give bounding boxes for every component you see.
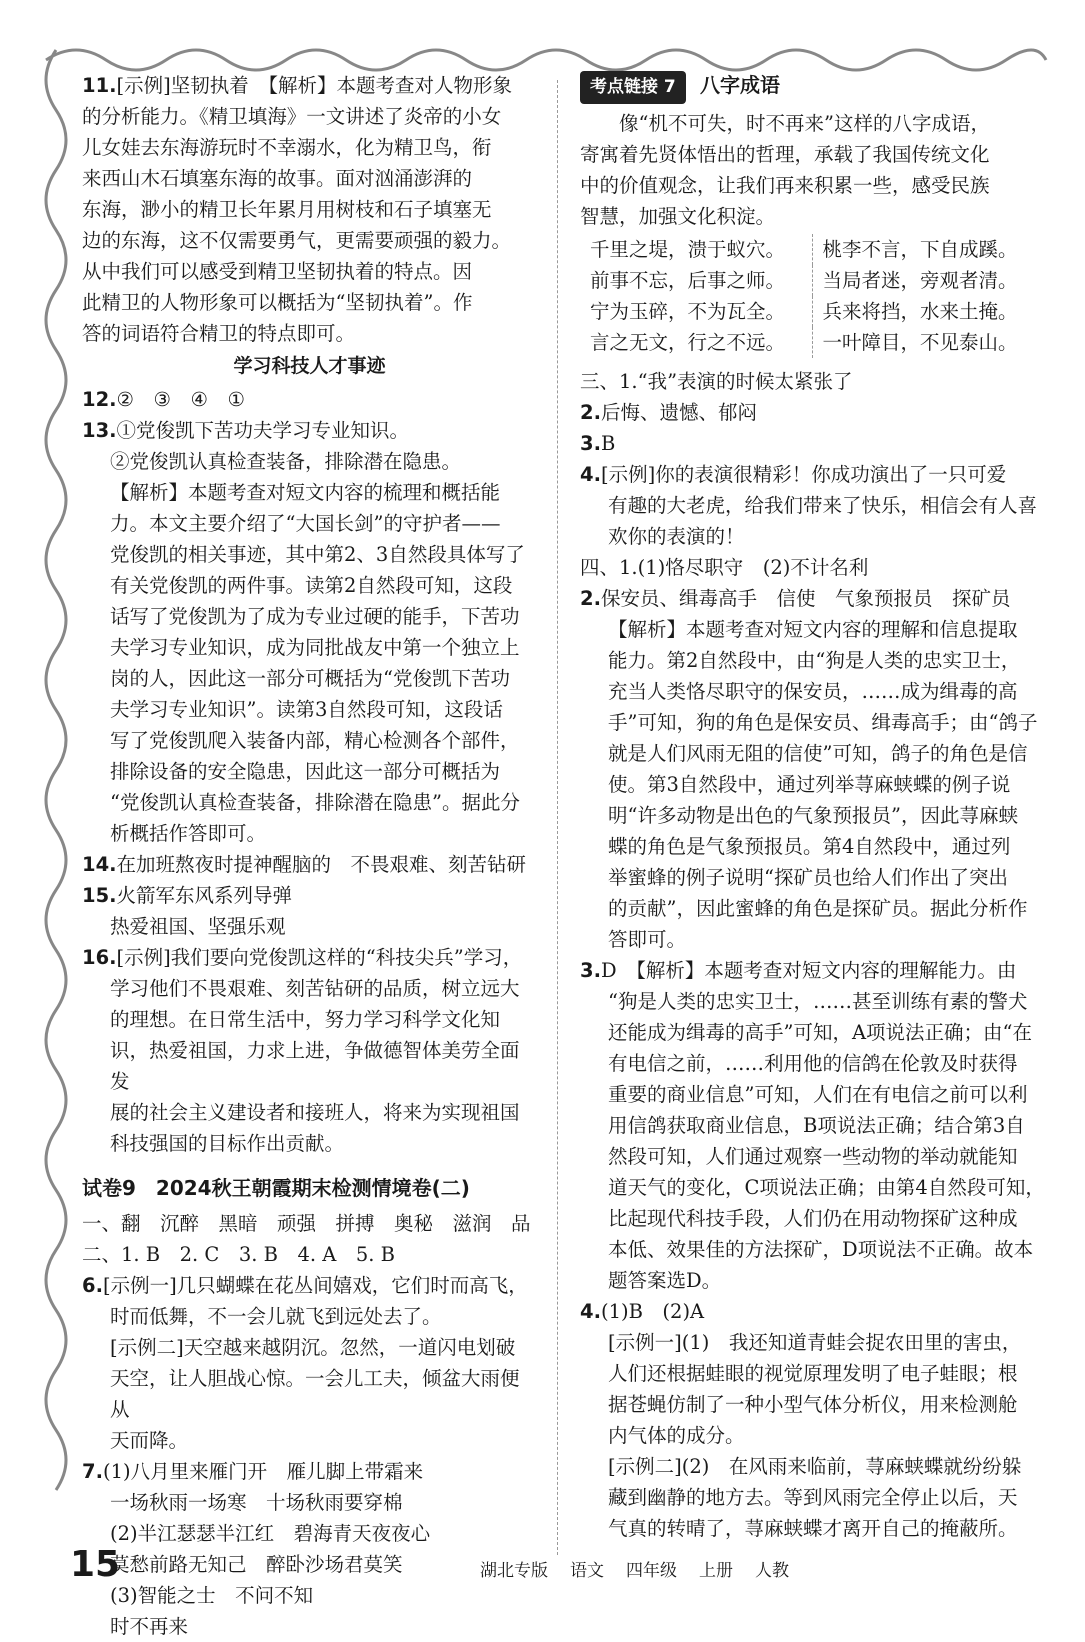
answer-text: 内气体的成分。 [608,1424,745,1447]
left-column [82,70,537,1642]
answer-text: 人们还根据蛙眼的视觉原理发明了电子蛙眼；根 [608,1362,1018,1385]
intro-line: 像“机不可失，时不再来”这样的八字成语， [580,112,990,135]
answer-line [580,1296,1045,1327]
answer-line [82,911,537,942]
question-number: 4. [580,1300,601,1323]
answer-line [580,986,1045,1017]
knowledge-link-badge: 考点链接 7 [580,71,686,104]
answer-text: 二、1. B 2. C 3. B 4. A 5. B [82,1243,396,1266]
answer-line [580,738,1045,769]
answer-line [580,459,1045,490]
answer-line [82,849,537,880]
footer-item: 语文 [570,1561,604,1581]
answer-line [580,1234,1045,1265]
answer-text: 能力。第2自然段中，由“狗是人类的忠实卫士， [608,649,1021,672]
answer-line [82,1518,537,1549]
answer-text: 充当人类恪尽职守的保安员，……成为缉毒的高 [608,680,1018,703]
answer-text: 题答案选D。 [608,1269,722,1292]
answer-text: 天空，让人胆战心惊。一会儿工夫，倾盆大雨便从 [110,1367,520,1421]
answer-line [580,614,1045,645]
answer-text: [示例]你的表演很精彩！你成功演出了一只可爱 [600,463,1007,486]
section-subtitle: 学习科技人才事迹 [233,355,386,377]
answer-text: ② ③ ④ ① [116,388,245,411]
column-divider [557,80,558,1555]
answer-line [580,1327,1045,1358]
answer-line [580,831,1045,862]
answer-line [82,1611,537,1642]
answer-line [580,769,1045,800]
answer-text: 来西山木石填塞东海的故事。面对汹涌澎湃的 [82,167,473,190]
answer-text: 天而降。 [110,1429,189,1452]
answer-text: D 【解析】本题考查对短文内容的理解能力。由 [600,959,1017,982]
answer-text: 在加班熬夜时提神醒脑的 不畏艰难、刻苦钻研 [116,853,527,876]
answer-text: ①党俊凯下苦功夫学习专业知识。 [116,419,410,442]
page-footer [480,1556,811,1581]
answer-text: [示例]我们要向党俊凯这样的“科技尖兵”学习， [116,946,523,969]
answer-line [82,1208,537,1239]
answer-line [580,924,1045,955]
question-number: 7. [82,1460,103,1483]
answer-line [580,800,1045,831]
answer-text: 时不再来 [110,1615,189,1638]
intro-line: 寄寓着先贤体悟出的哲理，承载了我国传统文化 [580,143,990,166]
question-number: 11. [82,74,117,97]
answer-line [82,1425,537,1456]
answer-line [82,508,537,539]
answer-line [82,477,537,508]
footer-item: 人教 [755,1561,789,1581]
answer-line [82,194,537,225]
answer-line [580,397,1045,428]
idiom-list [580,234,1045,358]
answer-line [580,645,1045,676]
answer-line [580,366,1045,397]
answer-text: 就是人们风雨无阻的信使”可知，鸽子的角色是信 [608,742,1028,765]
answer-text: [示例一]几只蝴蝶在花丛间嬉戏，它们时而高飞， [102,1274,528,1297]
answer-text: 的理想。在日常生活中，努力学习科学文化知 [110,1008,501,1031]
answer-text: 岗的人，因此这一部分可概括为“党俊凯下苦功 [110,667,510,690]
answer-line [82,287,537,318]
idiom-item: 一叶障目，不见泰山。 [822,331,1018,354]
answer-line [580,1203,1045,1234]
answer-line [580,1420,1045,1451]
answer-line [82,787,537,818]
answer-line [82,132,537,163]
answer-line [82,1004,537,1035]
answer-text: 的贡献”，因此蜜蜂的角色是探矿员。据此分析作 [608,897,1028,920]
answer-text: 重要的商业信息”可知，人们在有电信之前可以利 [608,1083,1028,1106]
answer-line [580,490,1045,521]
answer-line [580,1017,1045,1048]
answer-text: 明“许多动物是出色的气象预报员”，因此荨麻蛱 [608,804,1018,827]
answer-text: 时而低舞，不一会儿就飞到远处去了。 [110,1305,442,1328]
question-number: 16. [82,946,117,969]
answer-text: 夫学习专业知识”。读第3自然段可知，这段话 [110,698,503,721]
answer-text: 本低、效果佳的方法探矿，D项说法不正确。故本 [608,1238,1034,1261]
answer-text: 四、1.(1)恪尽职守 (2)不计名利 [580,556,869,579]
answer-line [82,163,537,194]
answer-text: 此精卫的人物形象可以概括为“坚韧执着”。作 [82,291,473,314]
answer-text: 写了党俊凯爬入装备内部，精心检测各个部件， [110,729,520,752]
question-number: 14. [82,853,117,876]
answer-line [580,676,1045,707]
answer-text: 有趣的大老虎，给我们带来了快乐，相信会有人喜 [608,494,1038,517]
answer-text: [示例二](2) 在风雨来临前，荨麻蛱蝶就纷纷躲 [608,1455,1022,1478]
answer-line [82,1128,537,1159]
answer-text: 手”可知，狗的角色是保安员、缉毒高手；由“鸽子 [608,711,1038,734]
answer-text: 有电信之前，……利用他的信鸽在伦敦及时获得 [608,1052,1018,1075]
answer-line [82,1332,537,1363]
answer-text: [示例一](1) 我还知道青蛙会捉农田里的害虫， [608,1331,1022,1354]
answer-line [82,942,537,973]
answer-line [82,973,537,1004]
idiom-item: 前事不忘，后事之师。 [580,265,813,296]
answer-line [82,225,537,256]
answer-text: 有关党俊凯的两件事。读第2自然段可知，这段 [110,574,513,597]
answer-line [580,552,1045,583]
answer-text: 热爱祖国、坚强乐观 [110,915,286,938]
right-column [580,70,1045,1544]
answer-line [580,1451,1045,1482]
answer-text: 藏到幽静的地方去。等到风雨完全停止以后，天 [608,1486,1018,1509]
answer-line [82,880,537,911]
answer-text: “狗是人类的忠实卫士，……甚至训练有素的警犬 [608,990,1028,1013]
answer-text: B [600,432,616,455]
answer-text: 欢你的表演的！ [608,525,745,548]
answer-text: 保安员、缉毒高手 信使 气象预报员 探矿员 [600,587,1011,610]
answer-line [580,428,1045,459]
answer-text: 识，热爱祖国，力求上进，争做德智体美劳全面发 [110,1039,520,1093]
answer-text: (3)智能之士 不问不知 [110,1584,314,1607]
answer-text: (2)半江瑟瑟半江红 碧海青天夜夜心 [110,1522,431,1545]
answer-text: 一、翻 沉醉 黑暗 顽强 拼搏 奥秘 滋润 品 [82,1212,531,1235]
answer-line [82,384,537,415]
answer-text: 党俊凯的相关事迹，其中第2、3自然段具体写了 [110,543,525,566]
answer-line [580,1141,1045,1172]
question-number: 15. [82,884,117,907]
knowledge-link-header [580,70,1045,104]
answer-text: 力。本文主要介绍了“大国长剑”的守护者—— [110,512,501,535]
answer-text: 话写了党俊凯为了成为专业过硬的能手，下苦功 [110,605,520,628]
answer-line [82,446,537,477]
idiom-item: 桃李不言，下自成蹊。 [822,238,1018,261]
answer-text: 举蜜蜂的例子说明“探矿员也给人们作出了突出 [608,866,1008,889]
footer-item: 湖北专版 [480,1561,548,1581]
answer-text: 用信鸽获取商业信息，B项说法正确；结合第3自 [608,1114,1025,1137]
answer-text: 一场秋雨一场寒 十场秋雨要穿棉 [110,1491,403,1514]
idiom-item: 千里之堤，溃于蚁穴。 [580,234,813,265]
answer-text: [示例]坚韧执着 【解析】本题考查对人物形象 [116,74,513,97]
answer-line [580,893,1045,924]
answer-text: 火箭军东风系列导弹 [116,884,293,907]
answer-text: 夫学习专业知识，成为同批战友中第一个独立上 [110,636,520,659]
answer-text: 答的词语符合精卫的特点即可。 [82,322,356,345]
answer-text: 儿女娃去东海游玩时不幸溺水，化为精卫鸟，衔 [82,136,492,159]
answer-text: 析概括作答即可。 [110,822,267,845]
answer-text: 然段可知，人们通过观察一些动物的举动就能知 [608,1145,1018,1168]
answer-text: 东海，渺小的精卫长年累月用树枝和石子填塞无 [82,198,492,221]
answer-line [82,1301,537,1332]
knowledge-link-title: 八字成语 [699,73,780,97]
answer-line [580,1048,1045,1079]
footer-item: 四年级 [626,1561,677,1581]
answer-text: 据苍蝇仿制了一种小型气体分析仪，用来检测舱 [608,1393,1018,1416]
footer-item: 上册 [699,1561,733,1581]
question-number: 3. [580,432,601,455]
answer-line [580,521,1045,552]
answer-line [580,1265,1045,1296]
answer-text: 【解析】本题考查对短文内容的梳理和概括能 [110,481,501,504]
answer-text: 排除设备的安全隐患，因此这一部分可概括为 [110,760,501,783]
exam-title: 试卷9 2024秋王朝霞期末检测情境卷(二) [82,1176,470,1200]
answer-text: (1)B (2)A [600,1300,705,1323]
answer-line [82,632,537,663]
answer-text: 边的东海，这不仅需要勇气，更需要顽强的毅力。 [82,229,512,252]
answer-line [82,415,537,446]
idiom-item: 宁为玉碎，不为瓦全。 [580,296,813,327]
answer-line [82,1580,537,1611]
answer-text: 气真的转晴了，荨麻蛱蝶才离开自己的掩蔽所。 [608,1517,1018,1540]
answer-text: 蝶的角色是气象预报员。第4自然段中，通过列 [608,835,1011,858]
answer-line [82,725,537,756]
answer-text: [示例二]天空越来越阴沉。忽然，一道闪电划破 [110,1336,516,1359]
answer-text: 使。第3自然段中，通过列举荨麻蛱蝶的例子说 [608,773,1011,796]
question-number: 12. [82,388,117,411]
answer-line [82,70,537,101]
answer-text: 展的社会主义建设者和接班人，将来为实现祖国 [110,1101,520,1124]
answer-line [82,1035,537,1097]
page-number: 15 [70,1544,121,1585]
answer-line [580,955,1045,986]
answer-line [82,101,537,132]
answer-text: (1)八月里来雁门开 雁儿脚上带霜来 [102,1460,424,1483]
intro-line: 中的价值观念，让我们再来积累一些，感受民族 [580,174,990,197]
answer-text: 从中我们可以感受到精卫坚韧执着的特点。因 [82,260,473,283]
question-number: 4. [580,463,601,486]
answer-text: 【解析】本题考查对短文内容的理解和信息提取 [608,618,1018,641]
answer-line [82,539,537,570]
answer-line [82,1270,537,1301]
answer-line [82,1097,537,1128]
answer-line [82,318,537,349]
answer-text: 学习他们不畏艰难、刻苦钻研的品质，树立远大 [110,977,520,1000]
idiom-item: 言之无文，行之不远。 [580,327,813,358]
question-number: 3. [580,959,601,982]
answer-text: 三、1.“我”表演的时候太紧张了 [580,370,853,393]
question-number: 13. [82,419,117,442]
answer-line [82,1239,537,1270]
answer-line [82,818,537,849]
answer-line [580,1482,1045,1513]
answer-line [82,1549,537,1580]
answer-line [580,583,1045,614]
answer-line [580,862,1045,893]
answer-text: 莫愁前路无知己 醉卧沙场君莫笑 [110,1553,403,1576]
answer-line [580,1172,1045,1203]
answer-line [82,1456,537,1487]
answer-line [580,707,1045,738]
answer-text: 还能成为缉毒的高手”可知，A项说法正确；由“在 [608,1021,1033,1044]
intro-line: 智慧，加强文化积淀。 [580,205,776,228]
answer-line [580,1389,1045,1420]
answer-line [82,756,537,787]
answer-line [580,1358,1045,1389]
answer-line [82,570,537,601]
question-number: 2. [580,401,601,424]
answer-line [82,1487,537,1518]
question-number: 6. [82,1274,103,1297]
answer-line [580,1110,1045,1141]
answer-text: ②党俊凯认真检查装备，排除潜在隐患。 [110,450,462,473]
answer-line [82,1363,537,1425]
answer-text: 比起现代科技手段，人们仍在用动物探矿这种成 [608,1207,1018,1230]
question-number: 2. [580,587,601,610]
answer-line [82,663,537,694]
answer-text: “党俊凯认真检查装备，排除潜在隐患”。据此分 [110,791,520,814]
answer-text: 答即可。 [608,928,687,951]
answer-text: 后悔、遗憾、郁闷 [600,401,757,424]
answer-line [82,694,537,725]
answer-line [82,256,537,287]
idiom-item: 兵来将挡，水来土掩。 [822,300,1018,323]
answer-text: 道天气的变化，C项说法正确；由第4自然段可知， [608,1176,1045,1199]
answer-line [580,1079,1045,1110]
answer-text: 的分析能力。《精卫填海》一文讲述了炎帝的小女 [82,105,502,128]
answer-line [580,1513,1045,1544]
answer-text: 科技强国的目标作出贡献。 [110,1132,345,1155]
answer-line [82,601,537,632]
idiom-item: 当局者迷，旁观者清。 [822,269,1018,292]
